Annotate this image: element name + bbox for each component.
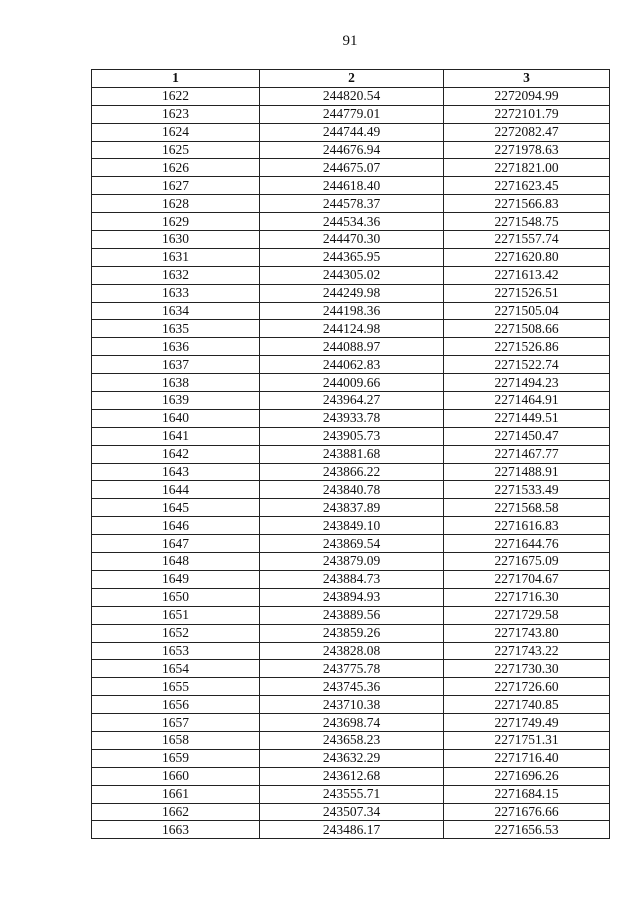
table-row xyxy=(92,409,610,427)
point-number-cell: 1643 xyxy=(92,463,260,481)
x-coordinate-cell: 244365.95 xyxy=(260,248,444,266)
x-coordinate-cell: 243889.56 xyxy=(260,606,444,624)
point-number-cell: 1639 xyxy=(92,392,260,410)
table-row xyxy=(92,392,610,410)
point-number-cell: 1652 xyxy=(92,624,260,642)
y-coordinate-cell: 2271526.51 xyxy=(444,284,610,302)
x-coordinate-cell: 244124.98 xyxy=(260,320,444,338)
point-number-cell: 1638 xyxy=(92,374,260,392)
point-number-cell: 1630 xyxy=(92,231,260,249)
x-coordinate-cell: 244534.36 xyxy=(260,213,444,231)
table-row xyxy=(92,731,610,749)
table-row xyxy=(92,785,610,803)
table-row xyxy=(92,749,610,767)
y-coordinate-cell: 2271644.76 xyxy=(444,535,610,553)
point-number-cell: 1642 xyxy=(92,445,260,463)
point-number-cell: 1649 xyxy=(92,570,260,588)
table-row xyxy=(92,714,610,732)
table-row xyxy=(92,767,610,785)
table-body xyxy=(92,87,610,838)
x-coordinate-cell: 244088.97 xyxy=(260,338,444,356)
table-row xyxy=(92,87,610,105)
point-number-cell: 1632 xyxy=(92,266,260,284)
table-row xyxy=(92,499,610,517)
table-row xyxy=(92,642,610,660)
x-coordinate-cell: 244618.40 xyxy=(260,177,444,195)
point-number-cell: 1654 xyxy=(92,660,260,678)
point-number-cell: 1660 xyxy=(92,767,260,785)
point-number-cell: 1645 xyxy=(92,499,260,517)
x-coordinate-cell: 244578.37 xyxy=(260,195,444,213)
point-number-cell: 1631 xyxy=(92,248,260,266)
x-coordinate-cell: 243612.68 xyxy=(260,767,444,785)
x-coordinate-cell: 243698.74 xyxy=(260,714,444,732)
y-coordinate-cell: 2271620.80 xyxy=(444,248,610,266)
y-coordinate-cell: 2271749.49 xyxy=(444,714,610,732)
y-coordinate-cell: 2271548.75 xyxy=(444,213,610,231)
y-coordinate-cell: 2271557.74 xyxy=(444,231,610,249)
x-coordinate-cell: 244062.83 xyxy=(260,356,444,374)
x-coordinate-cell: 244820.54 xyxy=(260,87,444,105)
x-coordinate-cell: 243879.09 xyxy=(260,553,444,571)
x-coordinate-cell: 243507.34 xyxy=(260,803,444,821)
y-coordinate-cell: 2272101.79 xyxy=(444,105,610,123)
table-row xyxy=(92,374,610,392)
coordinates-table xyxy=(91,69,610,839)
y-coordinate-cell: 2271978.63 xyxy=(444,141,610,159)
y-coordinate-cell: 2271508.66 xyxy=(444,320,610,338)
y-coordinate-cell: 2271740.85 xyxy=(444,696,610,714)
table-row xyxy=(92,266,610,284)
point-number-cell: 1637 xyxy=(92,356,260,374)
point-number-cell: 1651 xyxy=(92,606,260,624)
y-coordinate-cell: 2271494.23 xyxy=(444,374,610,392)
table-row xyxy=(92,803,610,821)
header-row xyxy=(92,70,610,88)
point-number-cell: 1659 xyxy=(92,749,260,767)
point-number-cell: 1633 xyxy=(92,284,260,302)
point-number-cell: 1627 xyxy=(92,177,260,195)
table-row xyxy=(92,463,610,481)
y-coordinate-cell: 2271684.15 xyxy=(444,785,610,803)
y-coordinate-cell: 2271616.83 xyxy=(444,517,610,535)
point-number-cell: 1663 xyxy=(92,821,260,839)
y-coordinate-cell: 2271568.58 xyxy=(444,499,610,517)
table-row xyxy=(92,159,610,177)
x-coordinate-cell: 243710.38 xyxy=(260,696,444,714)
point-number-cell: 1635 xyxy=(92,320,260,338)
table-row xyxy=(92,606,610,624)
point-number-cell: 1650 xyxy=(92,588,260,606)
y-coordinate-cell: 2271743.80 xyxy=(444,624,610,642)
point-number-cell: 1636 xyxy=(92,338,260,356)
table-header xyxy=(92,70,610,88)
y-coordinate-cell: 2271533.49 xyxy=(444,481,610,499)
table-row xyxy=(92,177,610,195)
point-number-cell: 1648 xyxy=(92,553,260,571)
y-coordinate-cell: 2271488.91 xyxy=(444,463,610,481)
x-coordinate-cell: 244744.49 xyxy=(260,123,444,141)
x-coordinate-cell: 244470.30 xyxy=(260,231,444,249)
x-coordinate-cell: 244198.36 xyxy=(260,302,444,320)
x-coordinate-cell: 244779.01 xyxy=(260,105,444,123)
x-coordinate-cell: 243632.29 xyxy=(260,749,444,767)
y-coordinate-cell: 2271716.30 xyxy=(444,588,610,606)
point-number-cell: 1634 xyxy=(92,302,260,320)
x-coordinate-cell: 244676.94 xyxy=(260,141,444,159)
column-header-2: 2 xyxy=(260,70,444,88)
y-coordinate-cell: 2271450.47 xyxy=(444,427,610,445)
x-coordinate-cell: 243555.71 xyxy=(260,785,444,803)
x-coordinate-cell: 243866.22 xyxy=(260,463,444,481)
table-row xyxy=(92,445,610,463)
x-coordinate-cell: 243869.54 xyxy=(260,535,444,553)
page-number: 91 xyxy=(342,33,358,49)
table-row xyxy=(92,481,610,499)
table-row xyxy=(92,248,610,266)
table-row xyxy=(92,427,610,445)
point-number-cell: 1657 xyxy=(92,714,260,732)
point-number-cell: 1629 xyxy=(92,213,260,231)
point-number-cell: 1626 xyxy=(92,159,260,177)
table-row xyxy=(92,338,610,356)
point-number-cell: 1641 xyxy=(92,427,260,445)
y-coordinate-cell: 2271566.83 xyxy=(444,195,610,213)
point-number-cell: 1640 xyxy=(92,409,260,427)
y-coordinate-cell: 2271743.22 xyxy=(444,642,610,660)
x-coordinate-cell: 243905.73 xyxy=(260,427,444,445)
table-row xyxy=(92,105,610,123)
table-row xyxy=(92,535,610,553)
point-number-cell: 1658 xyxy=(92,731,260,749)
x-coordinate-cell: 243884.73 xyxy=(260,570,444,588)
x-coordinate-cell: 243859.26 xyxy=(260,624,444,642)
y-coordinate-cell: 2271716.40 xyxy=(444,749,610,767)
y-coordinate-cell: 2272094.99 xyxy=(444,87,610,105)
point-number-cell: 1628 xyxy=(92,195,260,213)
table-row xyxy=(92,213,610,231)
y-coordinate-cell: 2271751.31 xyxy=(444,731,610,749)
y-coordinate-cell: 2271449.51 xyxy=(444,409,610,427)
x-coordinate-cell: 243775.78 xyxy=(260,660,444,678)
table-row xyxy=(92,517,610,535)
point-number-cell: 1661 xyxy=(92,785,260,803)
table-row xyxy=(92,195,610,213)
point-number-cell: 1644 xyxy=(92,481,260,499)
column-header-1: 1 xyxy=(92,70,260,88)
y-coordinate-cell: 2271656.53 xyxy=(444,821,610,839)
table-row xyxy=(92,356,610,374)
point-number-cell: 1624 xyxy=(92,123,260,141)
y-coordinate-cell: 2271613.42 xyxy=(444,266,610,284)
point-number-cell: 1623 xyxy=(92,105,260,123)
y-coordinate-cell: 2271676.66 xyxy=(444,803,610,821)
point-number-cell: 1647 xyxy=(92,535,260,553)
y-coordinate-cell: 2272082.47 xyxy=(444,123,610,141)
table-row xyxy=(92,123,610,141)
point-number-cell: 1653 xyxy=(92,642,260,660)
x-coordinate-cell: 243840.78 xyxy=(260,481,444,499)
y-coordinate-cell: 2271726.60 xyxy=(444,678,610,696)
y-coordinate-cell: 2271467.77 xyxy=(444,445,610,463)
x-coordinate-cell: 244009.66 xyxy=(260,374,444,392)
y-coordinate-cell: 2271505.04 xyxy=(444,302,610,320)
table-row xyxy=(92,624,610,642)
x-coordinate-cell: 243837.89 xyxy=(260,499,444,517)
table-row xyxy=(92,821,610,839)
y-coordinate-cell: 2271704.67 xyxy=(444,570,610,588)
table-row xyxy=(92,570,610,588)
y-coordinate-cell: 2271821.00 xyxy=(444,159,610,177)
x-coordinate-cell: 243964.27 xyxy=(260,392,444,410)
table-row xyxy=(92,660,610,678)
point-number-cell: 1662 xyxy=(92,803,260,821)
y-coordinate-cell: 2271696.26 xyxy=(444,767,610,785)
x-coordinate-cell: 244675.07 xyxy=(260,159,444,177)
x-coordinate-cell: 243658.23 xyxy=(260,731,444,749)
x-coordinate-cell: 243849.10 xyxy=(260,517,444,535)
x-coordinate-cell: 243894.93 xyxy=(260,588,444,606)
y-coordinate-cell: 2271730.30 xyxy=(444,660,610,678)
table-row xyxy=(92,553,610,571)
table-row xyxy=(92,678,610,696)
table-row xyxy=(92,588,610,606)
x-coordinate-cell: 243828.08 xyxy=(260,642,444,660)
table-row xyxy=(92,696,610,714)
point-number-cell: 1622 xyxy=(92,87,260,105)
y-coordinate-cell: 2271522.74 xyxy=(444,356,610,374)
point-number-cell: 1656 xyxy=(92,696,260,714)
x-coordinate-cell: 243933.78 xyxy=(260,409,444,427)
x-coordinate-cell: 243881.68 xyxy=(260,445,444,463)
table-row xyxy=(92,231,610,249)
y-coordinate-cell: 2271675.09 xyxy=(444,553,610,571)
table-row xyxy=(92,320,610,338)
table-row xyxy=(92,302,610,320)
point-number-cell: 1646 xyxy=(92,517,260,535)
y-coordinate-cell: 2271464.91 xyxy=(444,392,610,410)
y-coordinate-cell: 2271526.86 xyxy=(444,338,610,356)
table-row xyxy=(92,284,610,302)
y-coordinate-cell: 2271729.58 xyxy=(444,606,610,624)
point-number-cell: 1625 xyxy=(92,141,260,159)
x-coordinate-cell: 244249.98 xyxy=(260,284,444,302)
x-coordinate-cell: 243486.17 xyxy=(260,821,444,839)
column-header-3: 3 xyxy=(444,70,610,88)
table-row xyxy=(92,141,610,159)
point-number-cell: 1655 xyxy=(92,678,260,696)
x-coordinate-cell: 243745.36 xyxy=(260,678,444,696)
x-coordinate-cell: 244305.02 xyxy=(260,266,444,284)
y-coordinate-cell: 2271623.45 xyxy=(444,177,610,195)
